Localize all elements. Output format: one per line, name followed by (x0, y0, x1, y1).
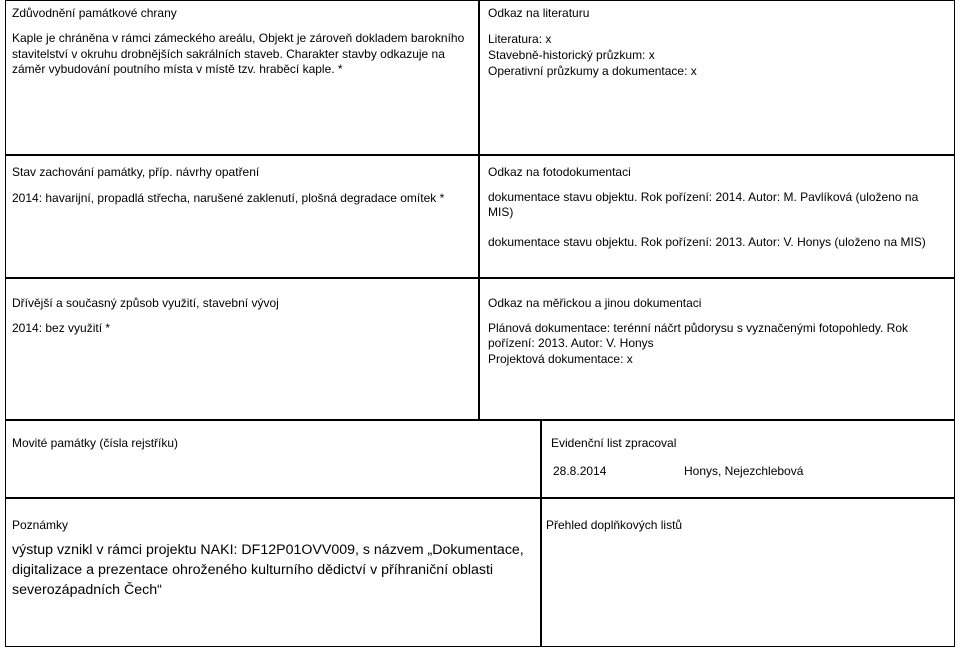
record-author-heading: Evidenční list zpracoval (551, 436, 677, 450)
notes-box (5, 498, 541, 647)
photo-documentation-entry: dokumentace stavu objektu. Rok pořízení: 2014. Autor: M. Pavlíková (uloženo na MIS) (488, 190, 919, 219)
condition-box (5, 155, 479, 278)
plan-documentation-text: Plánová dokumentace: terénní náčrt půdorysu s vyznačenými fotopohledy. Rok pořízení: 2013. Autor: V. Honys (488, 321, 909, 350)
condition-heading: Stav zachování památky, příp. návrhy opatření (12, 165, 260, 179)
supplementary-sheets-heading: Přehled doplňkových listů (546, 518, 683, 532)
usage-heading: Dřívější a současný způsob využití, stavební vývoj (12, 296, 279, 310)
notes-heading: Poznámky (12, 518, 69, 532)
project-documentation-text: Projektová dokumentace: x (488, 352, 633, 366)
photo-documentation-entry: dokumentace stavu objektu. Rok pořízení: 2013. Autor: V. Honys (uloženo na MIS) (488, 235, 926, 249)
protection-justification-heading: Zdůvodnění památkové chrany (12, 6, 177, 20)
protection-justification-box (5, 0, 479, 155)
measurement-documentation-heading: Odkaz na měřickou a jinou dokumentaci (488, 296, 702, 310)
protection-justification-text: Kaple je chráněna v rámci zámeckého areálu, Objekt je zároveň dokladem barokního stavitelství v okruhu drobnějších sakrálních staveb. Charakter stavby odkazuje na záměr vybudování poutního místa v místě tzv. hraběcí kaple. * (12, 31, 465, 76)
literature-box (479, 0, 955, 155)
usage-text: 2014: bez využití * (12, 321, 111, 335)
movable-monuments-heading: Movité památky (čísla rejstříku) (12, 436, 179, 450)
notes-text: výstup vznikl v rámci projektu NAKI: DF12P01OVV009, s názvem „Dokumentace, digitalizace a prezentace ohroženého kulturního dědictví v příhraniční oblasti severozápadních Čech“ (12, 542, 524, 598)
record-date: 28.8.2014 (553, 464, 607, 478)
operative-survey-line: Operativní průzkumy a dokumentace: x (488, 64, 697, 78)
record-authors: Honys, Nejezchlebová (684, 464, 804, 478)
photo-documentation-heading: Odkaz na fotodokumentaci (488, 165, 631, 179)
condition-text: 2014: havarijní, propadlá střecha, narušené zaklenutí, plošná degradace omítek * (12, 191, 445, 205)
movable-monuments-box (5, 420, 541, 498)
literature-heading: Odkaz na literaturu (488, 6, 590, 20)
supplementary-sheets-box (541, 498, 955, 647)
historical-survey-line: Stavebně-historický průzkum: x (488, 48, 655, 62)
photo-documentation-box (479, 155, 955, 278)
literature-line: Literatura: x (488, 32, 552, 46)
usage-box (5, 278, 479, 420)
measurement-documentation-box (479, 278, 955, 420)
record-author-box (541, 420, 955, 498)
record-author-row (551, 463, 945, 481)
